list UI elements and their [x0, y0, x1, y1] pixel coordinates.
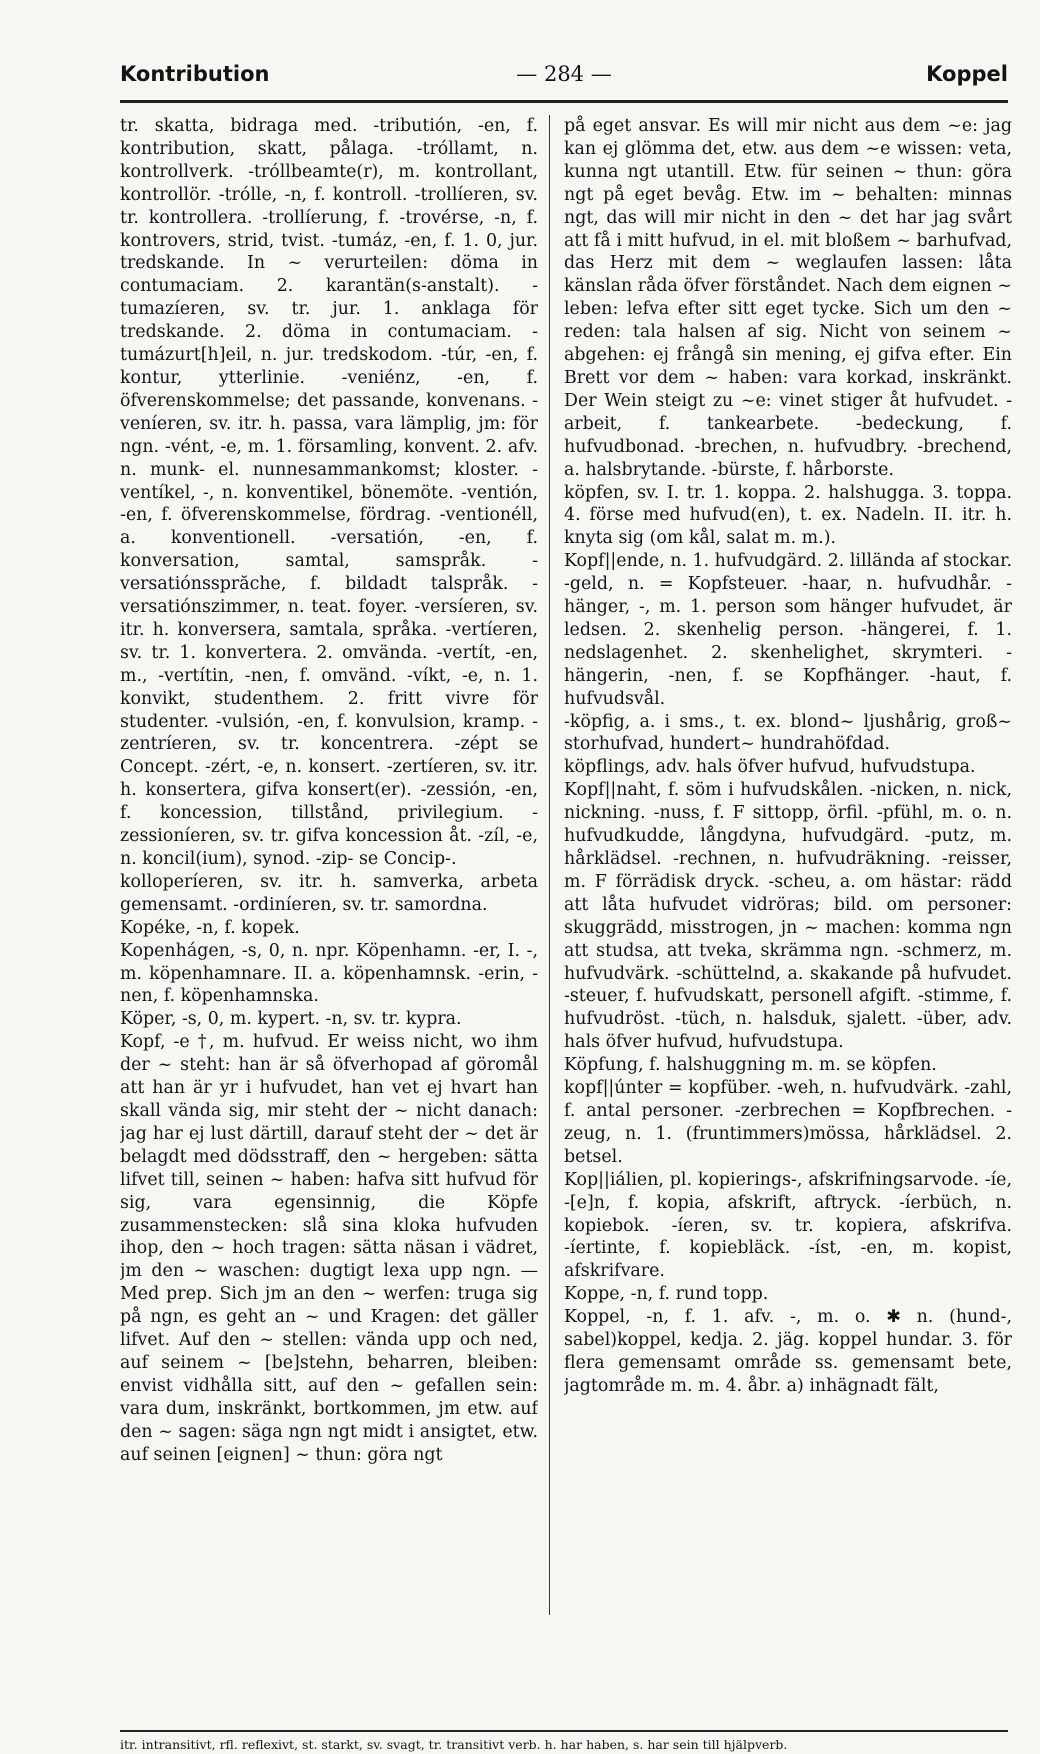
dictionary-entry: Köper, -s, 0, m. kypert. -n, sv. tr. kypra.	[120, 1009, 462, 1030]
dictionary-entry: Köpfung, f. halshuggning m. m. se köpfen.	[564, 1055, 937, 1076]
header-first-word: Kontribution	[120, 62, 270, 86]
header-last-word: Koppel	[926, 62, 1008, 86]
dictionary-entry: Koppe, -n, f. rund topp.	[564, 1284, 769, 1305]
abbreviation-footnote: itr. intransitivt, rfl. reflexivt, st. starkt, sv. svagt, tr. transitivt verb. h. har haben, s. har sein till hjälpverb.	[120, 1737, 788, 1752]
dictionary-entry: Koppel, -n, f. 1. afv. -, m. o. ✱ n. (hund-, sabel)koppel, kedja. 2. jäg. koppel hundar. 3. för flera gemensamt område ss. gemensamt bete, jagtområde m. m. 4. åbr. a) inhägnadt fält,	[564, 1307, 1012, 1396]
dictionary-entry: kopf||únter = kopfüber. -weh, n. hufvudvärk. -zahl, f. antal personer. -zerbrechen = Kopfbrechen. -zeug, n. 1. (fruntimmers)mössa, hårklädsel. 2. betsel.	[564, 1078, 1012, 1167]
dictionary-entry: köpfen, sv. I. tr. 1. koppa. 2. halshugga. 3. toppa. 4. förse med hufvud(en), t. ex. Nadeln. II. itr. h. knyta sig (om kål, salat m. m.).	[564, 482, 1012, 549]
right-column	[564, 115, 1012, 1735]
footnote-rule	[120, 1730, 1008, 1732]
dictionary-entry: Kopf||ende, n. 1. hufvudgärd. 2. lillända af stockar. -geld, n. = Kopfsteuer. -haar, n. hufvudhår. -hänger, -, m. 1. person som hänger hufvudet, är ledsen. 2. skenhelig person. -hängerei, f. 1. nedslagenhet. 2. skenhelighet, skrymteri. -hängerin, -nen, f. se Kopfhänger. -haut, f. hufvudsvål.	[564, 551, 1012, 709]
dictionary-entry: -köpfig, a. i sms., t. ex. blond~ ljushårig, groß~ storhufvad, hundert~ hundrahöfdad.	[564, 711, 1012, 755]
column-divider	[549, 115, 550, 1615]
dictionary-entry: kolloperíeren, sv. itr. h. samverka, arbeta gemensamt. -ordiníeren, sv. tr. samordna.	[120, 871, 538, 915]
dictionary-entry: Kopf, -e †, m. hufvud. Er weiss nicht, wo ihm der ~ steht: han är så öfverhopad af göromål att han är yr i hufvudet, han vet ej hvart han skall vända sig, mir steht der ~ nicht danach: jag har ej lust därtill, darauf steht der ~ det är belagdt med dödsstraff, den ~ hergeben: sätta lifvet till, seinen ~ haben: hafva sitt hufvud för sig, vara egensinnig, die Köpfe zusammenstecken: slå sina kloka hufvuden ihop, den ~ hoch tragen: sätta näsan i vädret, jm den ~ waschen: dugtigt lexa upp ngn. — Med prep. Sich jm an den ~ werfen: truga sig på ngn, es geht an ~ und Kragen: det gäller lifvet. Auf den ~ stellen: vända upp och ned, auf seinem ~ [be]stehn, beharren, bleiben: envist vidhålla sitt, auf den ~ gefallen sein: vara dum, inskränkt, bortkommen, jm etw. auf den ~ sagen: säga ngn ngt midt i ansigtet, etw. auf seinen [eignen] ~ thun: göra ngt	[120, 1032, 538, 1465]
dictionary-entry: Kopéke, -n, f. kopek.	[120, 917, 300, 938]
dictionary-entry: på eget ansvar. Es will mir nicht aus dem ~e: jag kan ej glömma det, etw. aus dem ~e wissen: veta, kunna ngt utantill. Etw. für seinen ~ thun: göra ngt på eget bevåg. Etw. im ~ behalten: minnas ngt, das will mir nicht in den ~ det har jag svårt att få i mitt hufvud, in el. mit bloßem ~ barhufvad, das Herz mit dem ~ weglaufen lassen: låta känslan råda öfver förståndet. Nach dem eignen ~ leben: lefva efter sitt eget tycke. Sich um den ~ reden: tala halsen af sig. Nicht von seinem ~ abgehen: ej frångå sin mening, ej gifva efter. Ein Brett vor dem ~ haben: vara korkad, inskränkt. Der Wein steigt zu ~e: vinet stiger åt hufvudet. -arbeit, f. tankearbete. -bedeckung, f. hufvudbonad. -brechen, n. hufvudbry. -brechend, a. halsbrytande. -bürste, f. hårborste.	[564, 116, 1012, 480]
dictionary-entry: köpflings, adv. hals öfver hufvud, hufvudstupa.	[564, 757, 976, 778]
left-column	[120, 115, 538, 1735]
dictionary-entry: Kop||iálien, pl. kopierings-, afskrifningsarvode. -íe, -[e]n, f. kopia, afskrift, aftryck. -íerbüch, n. kopiebok. -íeren, sv. tr. kopiera, afskrifva. -íertinte, f. kopiebläck. -íst, -en, m. kopist, afskrifvare.	[564, 1169, 1012, 1282]
dictionary-entry: Kopf||naht, f. söm i hufvudskålen. -nicken, n. nick, nickning. -nuss, f. F sittopp, örfil. -pfühl, m. o. n. hufvudkudde, långdyna, hufvudgärd. -putz, m. hårklädsel. -rechnen, n. hufvudräkning. -reisser, m. F förrädisk dryck. -scheu, a. om hästar: rädd att låta hufvudet vidröras; bild. om personer: skuggrädd, misstrogen, jn ~ machen: komma ngn att studsa, att tveka, skrämma ngn. -schmerz, m. hufvudvärk. -schüttelnd, a. skakande på hufvudet. -steuer, f. hufvudskatt, personell afgift. -stimme, f. hufvudröst. -tüch, n. halsduk, sjalett. -über, adv. hals öfver hufvud, hufvudstupa.	[564, 780, 1012, 1053]
header-rule	[120, 100, 1008, 103]
running-head	[120, 62, 1008, 98]
dictionary-entry: tr. skatta, bidraga med. -tributión, -en, f. kontribution, skatt, pålaga. -tróllamt, n. kontrollverk. -tróllbeamte(r), m. kontrollant, kontrollör. -trólle, -n, f. kontroll. -trollíeren, sv. tr. kontrollera. -trollíerung, f. -trovérse, -n, f. kontrovers, strid, tvist. -tumáz, -en, f. 1. 0, jur. tredskande. In ~ verurteilen: döma in contumaciam. 2. karantän(s-anstalt). -tumazíeren, sv. tr. jur. 1. anklaga för tredskande. 2. döma in contumaciam. -tumázurt[h]eil, n. jur. tredskodom. -túr, -en, f. kontur, ytterlinie. -veniénz, -en, f. öfverenskommelse; det passande, konvenans. -veníeren, sv. itr. h. passa, vara lämplig, jm: för ngn. -vént, -e, m. 1. församling, konvent. 2. afv. n. munk- el. nunnesammankomst; kloster. -ventíkel, -, n. konventikel, bönemöte. -ventión, -en, f. öfverenskommelse, fördrag. -ventionéll, a. konventionell. -versatión, -en, f. konversation, samtal, samspråk. -versatiónssprăche, f. bildadt talspråk. -versatiónszimmer, n. teat. foyer. -versíeren, sv. itr. h. konversera, samtala, språka. -vertíeren, sv. tr. 1. konvertera. 2. omvända. -vertít, -en, m., -vertítin, -nen, f. omvänd. -víkt, -e, n. 1. konvikt, studenthem. 2. fritt vivre för studenter. -vulsión, -en, f. konvulsion, kramp. -zentríeren, sv. tr. koncentrera. -zépt se Concept. -zért, -e, n. konsert. -zertíeren, sv. itr. h. konsertera, gifva konsert(er). -zessión, -en, f. koncession, tillstånd, privilegium. -zessioníeren, sv. tr. gifva koncession åt. -zíl, -e, n. koncil(ium), synod. -zip- se Concip-.	[120, 116, 538, 869]
page-number: — 284 —	[516, 62, 612, 86]
dictionary-entry: Kopenhágen, -s, 0, n. npr. Köpenhamn. -er, I. -, m. köpenhamnare. II. a. köpenhamnsk. -erin, -nen, f. köpenhamnska.	[120, 940, 538, 1007]
